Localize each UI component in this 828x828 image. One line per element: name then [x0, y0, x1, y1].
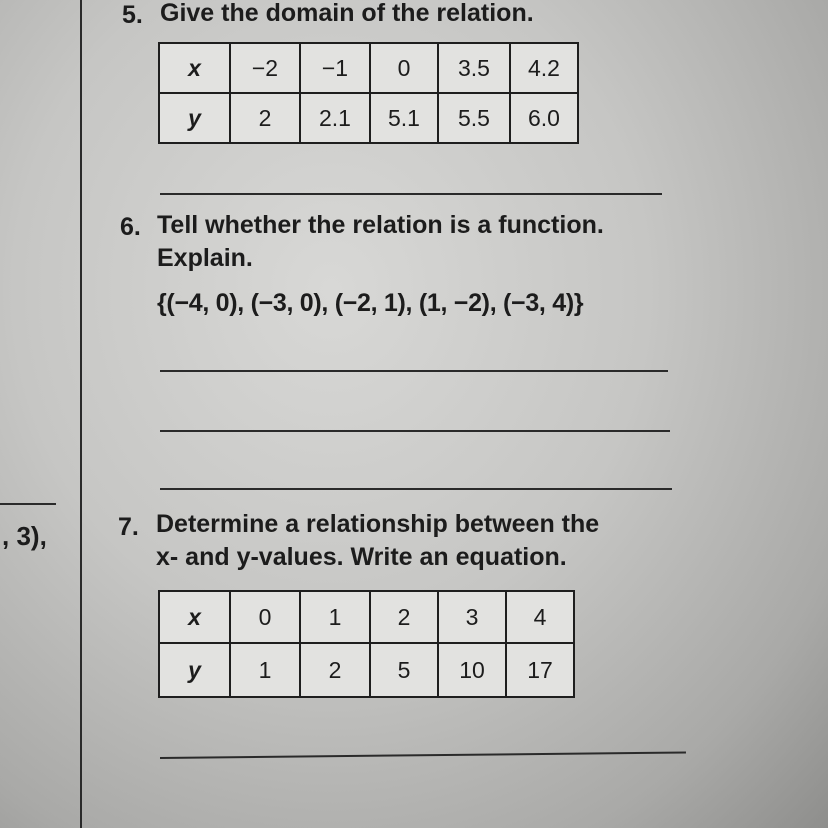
margin-fragment: , 3), — [2, 521, 47, 551]
x-header: x — [159, 43, 230, 93]
x-cell: 0 — [230, 591, 300, 643]
question-7-table — [158, 590, 575, 698]
x-cell: −2 — [230, 43, 300, 93]
question-6-relation-set: {(−4, 0), (−3, 0), (−2, 1), (1, −2), (−3, 4)} — [157, 289, 584, 317]
y-cell: 2.1 — [300, 93, 370, 143]
table-row-y — [159, 93, 578, 143]
y-header: y — [159, 643, 230, 697]
x-cell: −1 — [300, 43, 370, 93]
question-5-table — [158, 42, 579, 144]
question-6-line-1: Tell whether the relation is a function. — [157, 211, 604, 239]
margin-line — [80, 0, 82, 828]
question-6-number: 6. — [120, 213, 141, 241]
y-cell: 5.1 — [370, 93, 438, 143]
table-row-y — [159, 643, 574, 697]
y-cell: 1 — [230, 643, 300, 697]
y-cell: 5 — [370, 643, 438, 697]
x-header: x — [159, 591, 230, 643]
x-cell: 3 — [438, 591, 506, 643]
y-cell: 10 — [438, 643, 506, 697]
table-row-x — [159, 43, 578, 93]
y-cell: 2 — [300, 643, 370, 697]
left-answer-line — [0, 503, 56, 505]
q7-answer-line[interactable] — [160, 751, 686, 759]
y-cell: 17 — [506, 643, 574, 697]
y-cell: 6.0 — [510, 93, 578, 143]
x-cell: 2 — [370, 591, 438, 643]
table-row-x — [159, 591, 574, 643]
x-cell: 4.2 — [510, 43, 578, 93]
question-7-number: 7. — [118, 513, 139, 541]
q6-answer-line-3[interactable] — [160, 488, 672, 490]
question-5-text: Give the domain of the relation. — [160, 0, 534, 27]
x-cell: 0 — [370, 43, 438, 93]
question-7-line-2: x- and y-values. Write an equation. — [156, 543, 567, 571]
x-cell: 3.5 — [438, 43, 510, 93]
y-cell: 2 — [230, 93, 300, 143]
x-cell: 1 — [300, 591, 370, 643]
q5-answer-line[interactable] — [160, 193, 662, 195]
question-6-line-2: Explain. — [157, 244, 253, 272]
q6-answer-line-2[interactable] — [160, 430, 670, 432]
y-cell: 5.5 — [438, 93, 510, 143]
x-cell: 4 — [506, 591, 574, 643]
q6-answer-line-1[interactable] — [160, 370, 668, 372]
y-header: y — [159, 93, 230, 143]
question-5-number: 5. — [122, 1, 143, 29]
question-7-line-1: Determine a relationship between the — [156, 510, 600, 538]
